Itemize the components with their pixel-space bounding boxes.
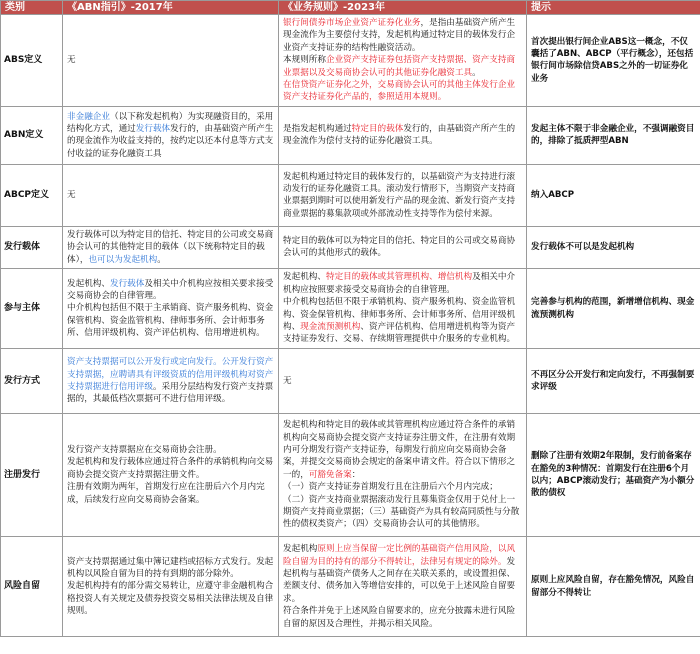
header-tip: 提示 [527, 1, 700, 15]
paragraph [67, 189, 274, 201]
paragraph [283, 123, 522, 148]
paragraph [283, 17, 522, 54]
text-segment: 特定目的载体可以为特定目的信托、特定目的公司或交易商协会认可的其他形式的载体。 [283, 236, 516, 259]
text-segment: 发行载体 [109, 278, 145, 289]
header-category: 类别 [1, 1, 63, 15]
header-row [1, 1, 700, 15]
tip-cell: 完善参与机构的范围，新增增信机构、现金流预测机构 [527, 269, 700, 349]
text-segment: 银行间债券市场企业资产证券化业务 [283, 18, 421, 28]
paragraph [283, 271, 522, 296]
text-segment: 注册有效期为两年，首期发行应在注册后六个月内完成，后续发行应向交易商协会备案。 [67, 482, 265, 505]
paragraph [283, 543, 522, 605]
text-segment: 也可以为发起机构 [88, 254, 158, 265]
header-business-rules: 《业务规则》-2023年 [279, 1, 527, 15]
paragraph [283, 79, 522, 104]
text-segment: 发行的，由基础资产所产生的现金流作为收益支持的，按约定以还本付息等方式支付收益的证券化融资工具 [67, 123, 274, 159]
text-segment: 发起机构与基础资产债务人之间存在关联关系的，或设置担保、差额支付、债务加入等增信安排的，可以免于上述风险自留要求。 [283, 556, 516, 604]
text-segment: 无 [67, 190, 76, 201]
text-segment: ，以风险自留为目的持有的部分不得转让，法律另有规定的除外。 [283, 544, 516, 567]
text-segment: 特定目的载体或其管理机构、增信机构 [325, 272, 473, 283]
text-segment: （以下称发起机构）为实现融资目的，采用结构化方式，通过 [67, 111, 274, 134]
text-segment: 发行的，由基础资产所产生的现金流作为偿付支持的证券化融资工具。 [283, 123, 516, 147]
text-segment: 发行资产支持票据应在交易商协会注册。 [67, 445, 222, 456]
text-segment: ： [351, 469, 361, 480]
category-cell: 参与主体 [1, 269, 63, 349]
text-segment: （一）资产支持证券首期发行且在注册后六个月内完成； [283, 482, 498, 493]
table-row [1, 106, 700, 164]
tip-cell: 发行载体不可以是发起机构 [527, 226, 700, 268]
text-segment: 本规则所称 [283, 55, 326, 66]
table-row [1, 414, 700, 537]
text-segment: 发起机构、 [283, 272, 326, 283]
text-segment: 在信贷资产证券化之外，交易商协会认可的其他主体发行企业资产支持证券化产品的，参照适用本规则。 [283, 80, 516, 103]
paragraph [67, 356, 274, 406]
text-segment: 非金融企业 [67, 111, 110, 122]
table-row [1, 349, 700, 414]
text-segment: 发行载体可以为特定目的信托、特定目的公司或交易商协会认可的其他特定目的载体（以下统称特定目的载体）， [67, 229, 274, 265]
text-segment: 及相关中介机构应按相关要求接受交易商协会的自律管理。 [67, 278, 274, 301]
abn-guideline-cell [63, 537, 279, 637]
text-segment: 符合条件并免于上述风险自留要求的，应充分披露未进行风险自留的原因及合理性，并揭示相关风险。 [283, 606, 516, 629]
abn-guideline-cell [63, 164, 279, 226]
paragraph [283, 605, 522, 630]
abn-guideline-cell [63, 269, 279, 349]
business-rules-cell [279, 15, 527, 107]
abn-guideline-cell [63, 226, 279, 268]
abn-guideline-cell [63, 414, 279, 537]
text-segment: 原则上应当保留一定比例的基础资产信用风险 [317, 544, 490, 555]
paragraph [67, 302, 274, 339]
table-row [1, 164, 700, 226]
text-segment: 发起机构通过特定目的载体发行的，以基础资产为支持进行滚动发行的证券化融资工具。滚动发行情形下，当期资产支持商业票据到期时可以使用新发行产品的现金流、新发行资产支持商业票据的募集款项或外部流动性支持等作为偿付来源。 [283, 171, 516, 219]
text-segment: 现金流预测机构 [300, 321, 361, 332]
text-segment: 。采用分层结构发行资产支持票据的，其最低档次票据可不进行信用评级。 [67, 382, 274, 405]
category-cell: ABS定义 [1, 15, 63, 107]
tip-cell: 删除了注册有效期2年限制，发行前备案存在豁免的3种情况：首期发行在注册6个月以内；ABCP滚动发行；基础资产为小额分散的债权 [527, 414, 700, 537]
paragraph [67, 278, 274, 303]
text-segment: 发起机构和特定目的载体或其管理机构应通过符合条件的承销机构向交易商协会提交资产支持证券注册文件，在注册有效期内可分期发行资产支持证券，每期发行前应向交易商协会备案，并提交交易商协会规定的备案申请文件。符合以下情形之一的， [283, 420, 516, 480]
text-segment: 是指发起机构通过 [283, 123, 352, 134]
business-rules-cell [279, 269, 527, 349]
category-cell: ABN定义 [1, 106, 63, 164]
abn-guideline-cell [63, 15, 279, 107]
text-segment: 发起机构 [283, 544, 318, 555]
paragraph [283, 171, 522, 221]
text-segment: 中介机构包括但不限于承销机构、资产服务机构、资金监管机构、资金保管机构、律师事务所、会计师事务所、信用评级机构、 [283, 297, 516, 332]
category-cell: 发行载体 [1, 226, 63, 268]
paragraph [67, 229, 274, 266]
text-segment: 公开发行资产支持票据，应聘请具有评级资质的信用评级机构对资产支持票据进行信用评级 [67, 357, 274, 393]
paragraph [283, 375, 522, 387]
tip-cell: 纳入ABCP [527, 164, 700, 226]
paragraph [67, 444, 274, 456]
tip-cell: 原则上应风险自留，存在豁免情况，风险自留部分不得转让 [527, 537, 700, 637]
category-cell: ABCP定义 [1, 164, 63, 226]
text-segment: 特定目的载体 [351, 123, 404, 134]
category-cell: 注册发行 [1, 414, 63, 537]
paragraph [67, 456, 274, 481]
text-segment: 无 [67, 55, 76, 66]
text-segment: 企业资产支持证券包括资产支持票据、资产支持商业票据以及交易商协会认可的其他证券化融资工具 [283, 55, 516, 78]
text-segment: 及相关中介机构应按照要求接受交易商协会的自律管理。 [283, 272, 516, 295]
category-cell: 发行方式 [1, 349, 63, 414]
paragraph [283, 494, 522, 531]
text-segment: 发行载体 [135, 123, 171, 134]
abn-guideline-cell [63, 106, 279, 164]
table-row [1, 226, 700, 268]
text-segment: 发起机构持有的部分需交易转让，应遵守非金融机构合格投资人有关规定及债券投资交易相关法律法规及自律规则。 [67, 581, 274, 617]
tip-cell: 不再区分公开发行和定向发行，不再强制要求评级 [527, 349, 700, 414]
text-segment: 、资产评估机构、信用增进机构等为资产支持证券发行、交易、存续期管理提供中介服务的专业机构。 [283, 321, 516, 345]
paragraph [283, 481, 522, 493]
paragraph [283, 235, 522, 260]
business-rules-cell [279, 537, 527, 637]
table-row [1, 269, 700, 349]
table-row [1, 537, 700, 637]
text-segment: （二）资产支持商业票据滚动发行且募集资金仅用于兑付上一期资产支持商业票据；（三）基础资产为具有较高同质性与分散性的债权类资产；（四）交易商协会认可的其他情形。 [283, 494, 520, 530]
category-cell: 风险自留 [1, 537, 63, 637]
tip-cell: 首次提出银行间企业ABS这一概念，不仅囊括了ABN、ABCP（平行概念），还包括银行间市场除信贷ABS之外的一切证券化业务 [527, 15, 700, 107]
business-rules-cell [279, 349, 527, 414]
business-rules-cell [279, 226, 527, 268]
paragraph [283, 296, 522, 346]
paragraph [67, 54, 274, 66]
paragraph [67, 556, 274, 581]
text-segment: 资产支持票据通过集中簿记建档或招标方式发行。发起机构以风险自留为目的持有到期的部分除外。 [67, 556, 274, 579]
table-row [1, 15, 700, 107]
text-segment: 发起机构和发行载体应通过符合条件的承销机构向交易商协会提交资产支持票据注册文件。 [67, 457, 274, 480]
paragraph [67, 481, 274, 506]
text-segment: 可豁免备案 [308, 469, 352, 480]
text-segment: ，是指由基础资产所产生现金流作为主要偿付支持，发起机构通过特定目的载体发行企业资产支持证券的结构性融资活动。 [283, 18, 516, 53]
tip-cell: 发起主体不限于非金融企业，不强调融资目的，排除了抵质押型ABN [527, 106, 700, 164]
paragraph [67, 580, 274, 617]
business-rules-cell [279, 106, 527, 164]
text-segment: 发起机构、 [67, 278, 110, 289]
header-abn-guideline: 《ABN指引》-2017年 [63, 1, 279, 15]
paragraph [67, 111, 274, 161]
text-segment: 无 [283, 375, 292, 386]
business-rules-cell [279, 414, 527, 537]
text-segment: 。 [157, 254, 166, 265]
paragraph [283, 419, 522, 481]
text-segment: 资产支持票据可以公开发行或定向发行。 [67, 357, 222, 368]
business-rules-cell [279, 164, 527, 226]
text-segment: 中介机构包括但不限于主承销商、资产服务机构、资金保管机构、资金监管机构、律师事务所、会计师事务所、信用评级机构、资产评估机构、信用增进机构。 [67, 303, 274, 339]
text-segment: 。 [472, 67, 481, 78]
paragraph [283, 54, 522, 79]
abn-guideline-cell [63, 349, 279, 414]
